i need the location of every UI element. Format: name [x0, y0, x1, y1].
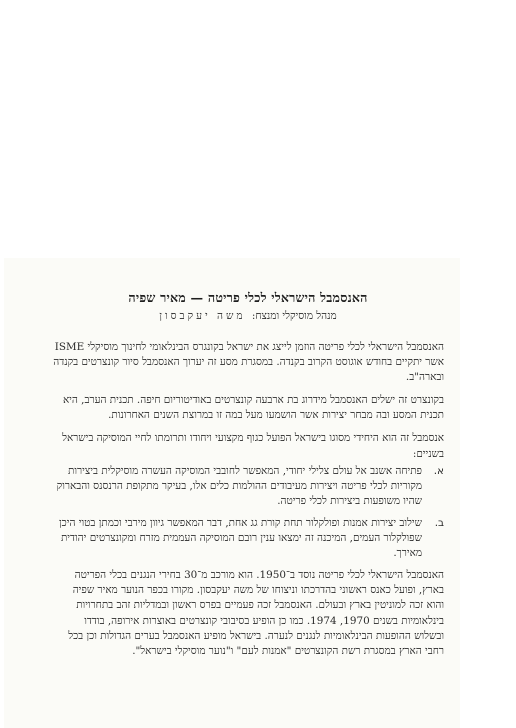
list-item-letter: ב. [434, 516, 444, 529]
paragraph-intro: האנסמבל הישראלי לכלי פריטה הוזמן לייצג את ישראל בקונגרס הבינלאומי לחינוך מוסיקלי ISME אשר יתקיים בחודש אוגוסט הקרוב בקנדה. במסגרת מסע זה יערוך האנסמבל סיור קונצרטים בקנדה ובארה"ב. [53, 341, 444, 384]
paragraph-uniqueness: אנסמבל זה הוא היחידי מסוגו בישראל הפועל כגוף מקצועי ויחודו ותרומתו לחיי המוסיקה בישראל בשניים: [62, 432, 444, 460]
list-item-text: פתיחה אשנב אל עולם צלילי יחודי, המאפשר לחובבי המוסיקה העשרה מוסיקלית ביצירות מקוריות לכלי פריטה ויצירות מעיבודים ההולמות כלים אלו, בעיקר מתקופת הרנסנס והבארוק שהיו משופעות ביצירות לכלי פריטה. [56, 464, 422, 507]
document-body [52, 290, 444, 659]
document-title: האנסמבל הישראלי לכלי פריטה — מאיר שפיה [128, 290, 368, 305]
subtitle-label: מנהל מוסיקלי ומנצח: [251, 310, 337, 322]
conductor-name: משה יעקבסון [159, 310, 246, 322]
list-item [52, 516, 444, 561]
list-item [52, 464, 444, 509]
list-item-text: שילוב יצירות אמנות ופולקלור תחת קורת גג אחת, דבר המאפשר גיוון מירבי וכמתן בטוי היכן שפולקלור העמים, המיכנה זה ימצאו ענין רובם המוסיקה העממית מזרח ומקונצרטים יהודית מאירך. [59, 516, 422, 560]
list-item-letter: א. [433, 464, 444, 477]
paragraph-concert: בקונצרט זה ישלים האנסמבל מידרוג בת ארבעה קונצרטים באודיטוריום חיפה. תכנית הערב, היא תכנית המסע ובה מבחר יצירות אשר הושמעו מעל במה זו במרוצת השנים האחרונות. [62, 394, 444, 422]
document-subtitle [52, 309, 444, 323]
paragraph-history: האנסמבל הישראלי לכלי פריטה נוסד ב־1950. הוא מורכב מ־30 בחירי הנגנים בכלי הפריטה בארץ, ופועל כאנס ראשוני בהדרכתו וניצוחו של משה יעקבסון. מקורו בכפר הנוער מאיר שפיה והוא זכה למוניטין בארץ ובעולם. האנסמבל זכה פעמיים בפרס ראשון ובמדליות זהב בתחרויות בינלאומיות בשנים 1970, 1974. כמו כן הופיע בסיבובי קונצרטים באוצרות אירופה, בודדו ובשלוש ההופעות הבינלאומיות לנגנים לנערה. בישראל מופיע האנסמבל בערים הגדולות וכן בכל רחבי הארץ במסגרת רשת הקונצרטים "אמנות לעם" ו"נוער מוסיקלי בישראל". [68, 569, 444, 657]
